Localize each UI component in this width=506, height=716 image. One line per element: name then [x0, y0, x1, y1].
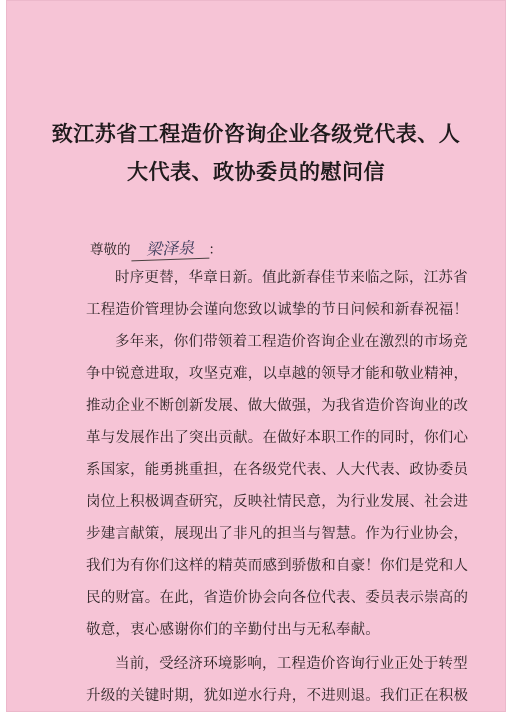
recipient-signature: 梁泽泉: [130, 235, 209, 262]
salutation: [90, 236, 222, 260]
letter-title-line-2: 大代表、政协委员的慰问信: [127, 159, 385, 184]
body-line-10: 我们为有你们这样的精英而感到骄傲和自豪！你们是党和人: [86, 558, 469, 574]
body-line-14: 升级的关键时期，犹如逆水行舟，不进则退。我们正在积极: [86, 688, 469, 704]
body-line-2: 工程造价管理协会谨向您致以诚挚的节日问候和新春祝福！: [86, 302, 469, 318]
body-line-13: 当前，受经济环境影响，工程造价咨询行业正处于转型: [115, 656, 468, 672]
letter-page: [6, 0, 506, 712]
body-line-8: 岗位上积极调查研究，反映社情民意，为行业发展、社会进: [86, 494, 469, 510]
body-line-1: 时序更替，华章日新。值此新春佳节来临之际，江苏省: [115, 270, 468, 286]
body-line-7: 系国家，能勇挑重担，在各级党代表、人大代表、政协委员: [86, 462, 469, 478]
body-line-12: 敬意，衷心感谢你们的辛勤付出与无私奉献。: [86, 622, 380, 638]
salutation-colon: ：: [208, 242, 222, 258]
body-line-5: 推动企业不断创新发展、做大做强，为我省造价咨询业的改: [86, 398, 469, 414]
body-line-9: 步建言献策，展现出了非凡的担当与智慧。作为行业协会，: [86, 526, 469, 542]
salutation-prefix: 尊敬的: [90, 242, 131, 258]
body-line-6: 革与发展作出了突出贡献。在做好本职工作的同时，你们心: [86, 430, 469, 446]
body-line-4: 争中锐意进取，攻坚克难，以卓越的领导才能和敬业精神，: [86, 366, 469, 382]
letter-title-line-1: 致江苏省工程造价咨询企业各级党代表、人: [51, 121, 461, 146]
body-line-3: 多年来，你们带领着工程造价咨询企业在激烈的市场竞: [115, 334, 468, 350]
body-line-11: 民的财富。在此，省造价协会向各位代表、委员表示崇高的: [86, 590, 469, 606]
